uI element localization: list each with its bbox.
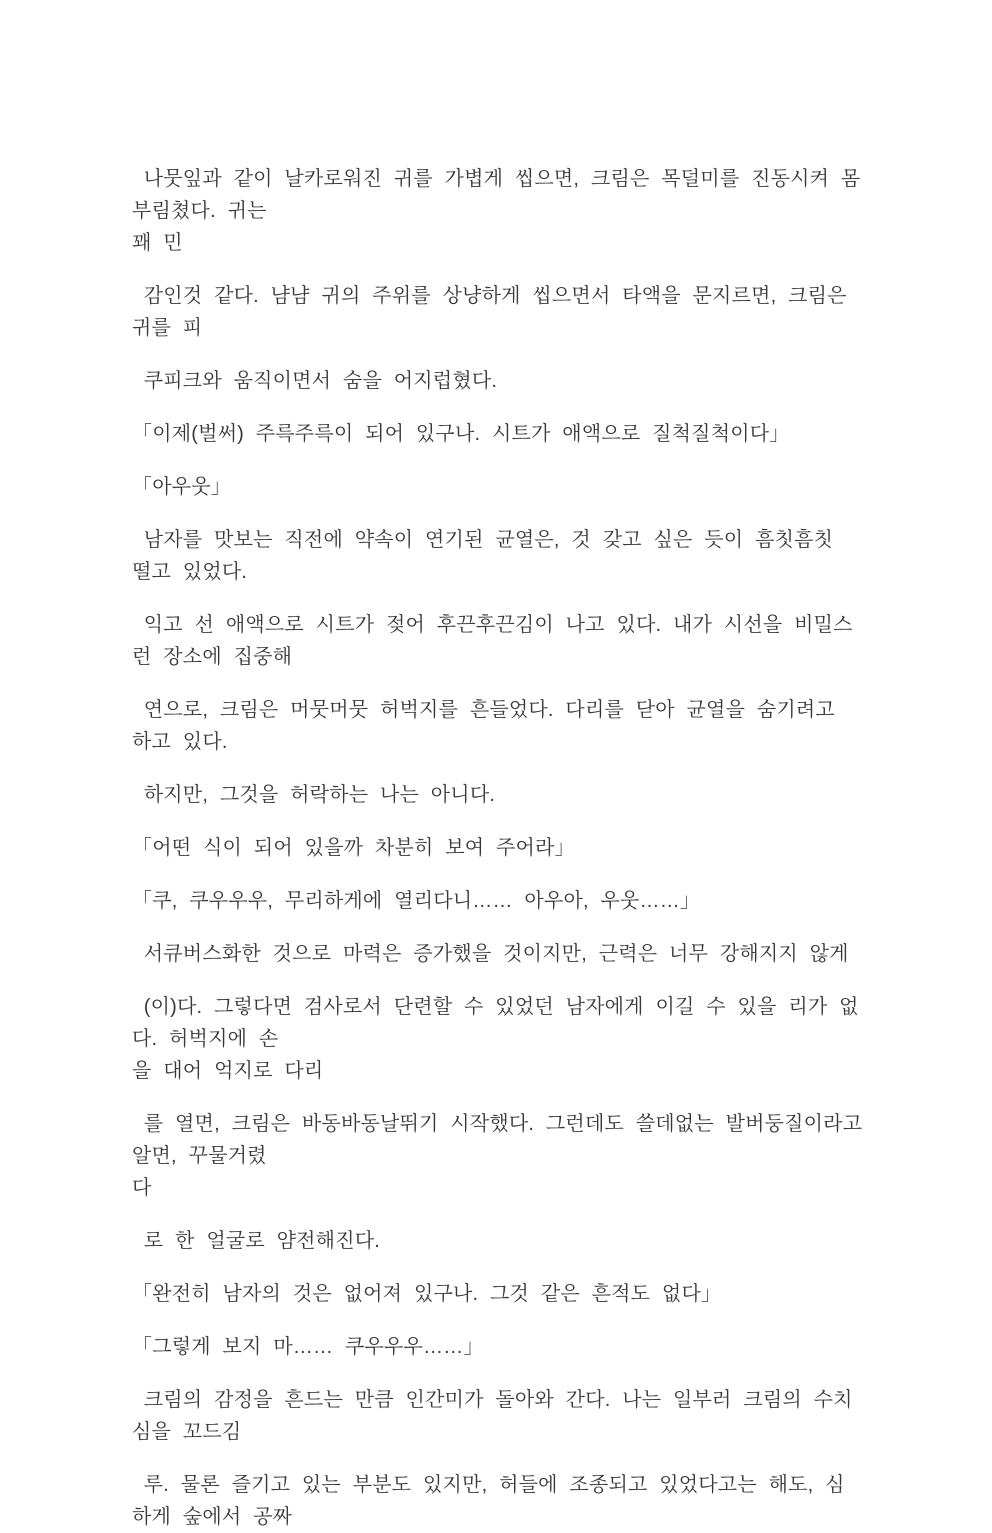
text-line: 「쿠, 쿠우우우, 무리하게에 열리다니…… 아우아, 우웃……」 <box>132 890 701 912</box>
paragraph-dialogue <box>132 418 864 450</box>
paragraph <box>132 1225 864 1257</box>
text-line: 꽤 민 <box>132 232 183 254</box>
text-line: 를 열면, 크림은 바동바동날뛰기 시작했다. 그런데도 쓸데없는 발버둥질이라고 알면, 꾸물거렸 <box>132 1113 874 1167</box>
paragraph <box>132 280 864 344</box>
text-line: 크림의 감정을 흔드는 만큼 인간미가 돌아와 간다. 나는 일부러 크림의 수치심을 꼬드김 <box>132 1389 853 1443</box>
text-line: 연으로, 크림은 머뭇머뭇 허벅지를 흔들었다. 다리를 닫아 균열을 숨기려고 하고 있다. <box>132 699 847 753</box>
paragraph-dialogue <box>132 471 864 503</box>
text-line: 익고 선 애액으로 시트가 젖어 후끈후끈김이 나고 있다. 내가 시선을 비밀스런 장소에 집중해 <box>132 614 853 668</box>
text-line: 나뭇잎과 같이 날카로워진 귀를 가볍게 씹으면, 크림은 목덜미를 진동시켜 몸부림쳤다. 귀는 <box>132 168 861 222</box>
paragraph-dialogue <box>132 885 864 917</box>
text-line: 하지만, 그것을 허락하는 나는 아니다. <box>132 784 496 806</box>
paragraph <box>132 163 864 259</box>
paragraph <box>132 365 864 397</box>
text-line: 「어떤 식이 되어 있을까 차분히 보여 주어라」 <box>132 837 575 859</box>
paragraph <box>132 1108 874 1204</box>
text-line: 감인것 같다. 냠냠 귀의 주위를 상냥하게 씹으면서 타액을 문지르면, 크림은 귀를 피 <box>132 285 859 339</box>
paragraph-dialogue <box>132 1331 864 1363</box>
text-line: 「이제(벌써) 주륵주륵이 되어 있구나. 시트가 애액으로 질척질척이다」 <box>132 423 790 445</box>
text-line: 「완전히 남자의 것은 없어져 있구나. 그것 같은 흔적도 없다」 <box>132 1283 722 1305</box>
paragraph <box>132 1469 864 1533</box>
text-line: 로 한 얼굴로 얌전해진다. <box>132 1230 380 1252</box>
text-line: 다 <box>132 1177 152 1199</box>
paragraph <box>132 1384 864 1448</box>
text-line: 남자를 맛보는 직전에 약속이 연기된 균열은, 것 갖고 싶은 듯이 흠칫흠칫 떨고 있었다. <box>132 529 845 583</box>
paragraph-dialogue <box>132 1278 864 1310</box>
text-line: 루. 물론 즐기고 있는 부분도 있지만, 허들에 조종되고 있었다고는 해도, 심하게 숲에서 공짜 <box>132 1474 845 1528</box>
text-line: (이)다. 그렇다면 검사로서 단련할 수 있었던 남자에게 이길 수 있을 리가 없다. 허벅지에 손 <box>132 996 859 1050</box>
text-line: 「아우웃」 <box>132 476 231 498</box>
paragraph <box>132 779 864 811</box>
text-line: 서큐버스화한 것으로 마력은 증가했을 것이지만, 근력은 너무 강해지지 않게 <box>132 943 849 965</box>
paragraph <box>132 991 864 1087</box>
paragraph-dialogue <box>132 832 864 864</box>
paragraph <box>132 524 864 588</box>
paragraph <box>132 694 864 758</box>
paragraph <box>132 609 864 673</box>
text-line: 「그렇게 보지 마…… 쿠우우우……」 <box>132 1336 484 1358</box>
text-line: 쿠피크와 움직이면서 숨을 어지럽혔다. <box>132 370 498 392</box>
text-line: 을 대어 억지로 다리 <box>132 1060 324 1082</box>
paragraph <box>132 938 864 970</box>
